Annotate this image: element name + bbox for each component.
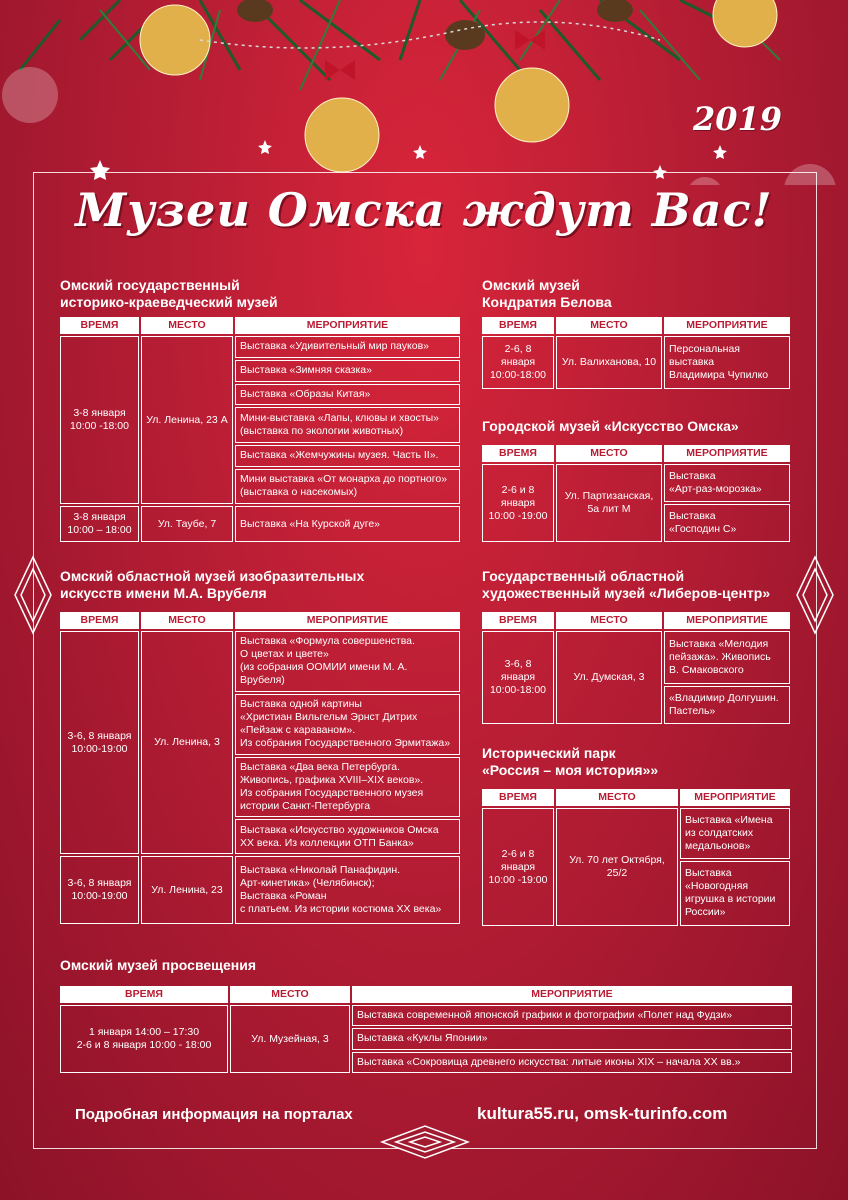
section-history-park [482, 745, 792, 928]
place-cell: Ул. Валиханова, 10 [556, 336, 662, 389]
footer-links: kultura55.ru, omsk-turinfo.com [477, 1104, 728, 1123]
events-table: ВРЕМЯ МЕСТО МЕРОПРИЯТИЕ 2-6, 8 января 10:00-18:00 Ул. Валиханова, 10 Персональная выставка Владимира Чупилко [480, 315, 792, 391]
event-cell: Выставка «Сокровища древнего искусства: литые иконы XIX – начала XX вв.» [352, 1052, 792, 1073]
section-history-museum [60, 277, 462, 544]
event-cell: Выставка «Искусство художников Омска XX века. Из коллекции ОТП Банка» [235, 819, 460, 854]
section-belov-museum [482, 277, 792, 391]
event-cell: Мини выставка «От монарха до портного» (выставка о насекомых) [235, 469, 460, 504]
event-cell: Выставка «Куклы Японии» [352, 1028, 792, 1049]
diamond-ornament-right [795, 555, 835, 635]
section-title: Омский музей Кондратия Белова [482, 277, 612, 310]
christmas-decoration [0, 0, 848, 185]
section-title: Городской музей «Искусство Омска» [482, 418, 739, 434]
place-cell: Ул. Таубе, 7 [141, 506, 233, 542]
event-cell: Выставка «Формула совершенства. О цветах и цвете» (из собрания ООМИИ имени М. А. Врубеля) [235, 631, 460, 692]
event-cell: Выставка «На Курской дуге» [235, 506, 460, 542]
poster-title: Музеи Омска ждут Вас! [75, 183, 773, 237]
events-table: ВРЕМЯ МЕСТО МЕРОПРИЯТИЕ 3-6, 8 января 10:00-19:00 Ул. Ленина, 3 Выставка «Формула совершенства. О цветах и цвете» (из собрания ООМИИ имени М. А. Врубеля) Выставка одной картины «Христиан Вильгельм Эрнст Дитрих «Пейзаж с караваном». Из собрания Государственного Эрмитажа» Выставка «Два века Петербурга. Живопись, графика XVIII–XIX веков». Из собрания Государственного музея истории Санкт-Петербурга Выставка «Искусство художников Омска XX века. Из коллекции ОТП Банка» 3-6, 8 января 10:00-19:00 Ул. Ленина, 23 Выставка «Николай Панафидин. Арт-кинетика» (Челябинск); Выставка «Роман с платьем. Из истории костюма XX века» [58, 610, 462, 926]
section-liberov-center [482, 568, 792, 726]
time-cell: 2-6 и 8 января 10:00 -19:00 [482, 808, 554, 926]
event-cell: «Владимир Долгушин. Пастель» [664, 686, 790, 724]
time-cell: 3-6, 8 января 10:00-19:00 [60, 631, 139, 854]
section-title: Омский музей просвещения [60, 957, 256, 973]
event-cell: Выставка «Жемчужины музея. Часть II». [235, 445, 460, 467]
event-cell: Выставка «Мелодия пейзажа». Живопись В. Смаковского [664, 631, 790, 684]
time-cell: 3-8 января 10:00 – 18:00 [60, 506, 139, 542]
place-cell: Ул. Музейная, 3 [230, 1005, 350, 1073]
time-cell: 3-6, 8 января 10:00-18:00 [482, 631, 554, 724]
section-title: Омский государственный историко-краеведческий музей [60, 277, 278, 310]
event-cell: Выставка «Образы Китая» [235, 384, 460, 406]
event-cell: Выставка «Николай Панафидин. Арт-кинетика» (Челябинск); Выставка «Роман с платьем. Из истории костюма XX века» [235, 856, 460, 924]
event-cell: Выставка одной картины «Христиан Вильгельм Эрнст Дитрих «Пейзаж с караваном». Из собрания Государственного Эрмитажа» [235, 694, 460, 755]
diamond-ornament-bottom [380, 1124, 470, 1160]
section-vrubel-museum [60, 568, 462, 926]
section-iskusstvo-omska [482, 418, 792, 544]
place-cell: Ул. 70 лет Октября, 25/2 [556, 808, 678, 926]
place-cell: Ул. Ленина, 23 [141, 856, 233, 924]
time-cell: 2-6, 8 января 10:00-18:00 [482, 336, 554, 389]
events-table: ВРЕМЯ МЕСТО МЕРОПРИЯТИЕ 3-6, 8 января 10:00-18:00 Ул. Думская, 3 Выставка «Мелодия пейзажа». Живопись В. Смаковского «Владимир Долгушин. Пастель» [480, 610, 792, 726]
place-cell: Ул. Ленина, 3 [141, 631, 233, 854]
event-cell: Выставка «Арт-раз-морозка» [664, 464, 790, 502]
event-cell: Выставка «Два века Петербурга. Живопись, графика XVIII–XIX веков». Из собрания Государственного музея истории Санкт-Петербурга [235, 757, 460, 818]
section-education-museum [60, 957, 794, 1075]
event-cell: Выставка «Зимняя сказка» [235, 360, 460, 382]
footer-info: Подробная информация на порталах [75, 1106, 353, 1123]
place-cell: Ул. Думская, 3 [556, 631, 662, 724]
diamond-ornament-left [13, 555, 53, 635]
place-cell: Ул. Партизанская, 5а лит М [556, 464, 662, 542]
year-label: 2019 [693, 100, 783, 138]
event-cell: Выставка «Господин С» [664, 504, 790, 542]
event-cell: Мини-выставка «Лапы, клювы и хвосты» (выставка по экологии животных) [235, 407, 460, 442]
time-cell: 2-6 и 8 января 10:00 -19:00 [482, 464, 554, 542]
section-title: Государственный областной художественный музей «Либеров-центр» [482, 568, 771, 601]
place-cell: Ул. Ленина, 23 А [141, 336, 233, 504]
section-title: Омский областной музей изобразительных искусств имени М.А. Врубеля [60, 568, 365, 601]
events-table: ВРЕМЯ МЕСТО МЕРОПРИЯТИЕ 2-6 и 8 января 10:00 -19:00 Ул. Партизанская, 5а лит М Выставка «Арт-раз-морозка» Выставка «Господин С» [480, 443, 792, 544]
event-cell: Выставка «Удивительный мир пауков» [235, 336, 460, 358]
time-cell: 3-8 января 10:00 -18:00 [60, 336, 139, 504]
events-table: ВРЕМЯ МЕСТО МЕРОПРИЯТИЕ 3-8 января 10:00 -18:00 Ул. Ленина, 23 А Выставка «Удивительный мир пауков» Выставка «Зимняя сказка» Выставка «Образы Китая» Мини-выставка «Лапы, клювы и хвосты» (выставка по экологии животных) Выставка «Жемчужины музея. Часть II». Мини выставка «От монарха до портного» (выставка о насекомых) 3-8 января 10:00 – 18:00 Ул. Таубе, 7 Выставка «На Курской дуге» [58, 315, 462, 544]
events-table: ВРЕМЯ МЕСТО МЕРОПРИЯТИЕ 1 января 14:00 – 17:30 2-6 и 8 января 10:00 - 18:00 Ул. Музейная, 3 Выставка современной японской графики и фотографии «Полет над Фудзи» Выставка «Куклы Японии» Выставка «Сокровища древнего искусства: литые иконы XIX – начала XX вв.» [58, 984, 794, 1075]
time-cell: 1 января 14:00 – 17:30 2-6 и 8 января 10:00 - 18:00 [60, 1005, 228, 1073]
event-cell: Выставка «Новогодняя игрушка в истории России» [680, 861, 790, 926]
events-table: ВРЕМЯ МЕСТО МЕРОПРИЯТИЕ 2-6 и 8 января 10:00 -19:00 Ул. 70 лет Октября, 25/2 Выставка «Имена из солдатских медальонов» Выставка «Новогодняя игрушка в истории России» [480, 787, 792, 928]
section-title: Исторический парк «Россия – моя история»» [482, 745, 659, 778]
event-cell: Выставка «Имена из солдатских медальонов» [680, 808, 790, 859]
time-cell: 3-6, 8 января 10:00-19:00 [60, 856, 139, 924]
event-cell: Выставка современной японской графики и фотографии «Полет над Фудзи» [352, 1005, 792, 1026]
event-cell: Персональная выставка Владимира Чупилко [664, 336, 790, 389]
